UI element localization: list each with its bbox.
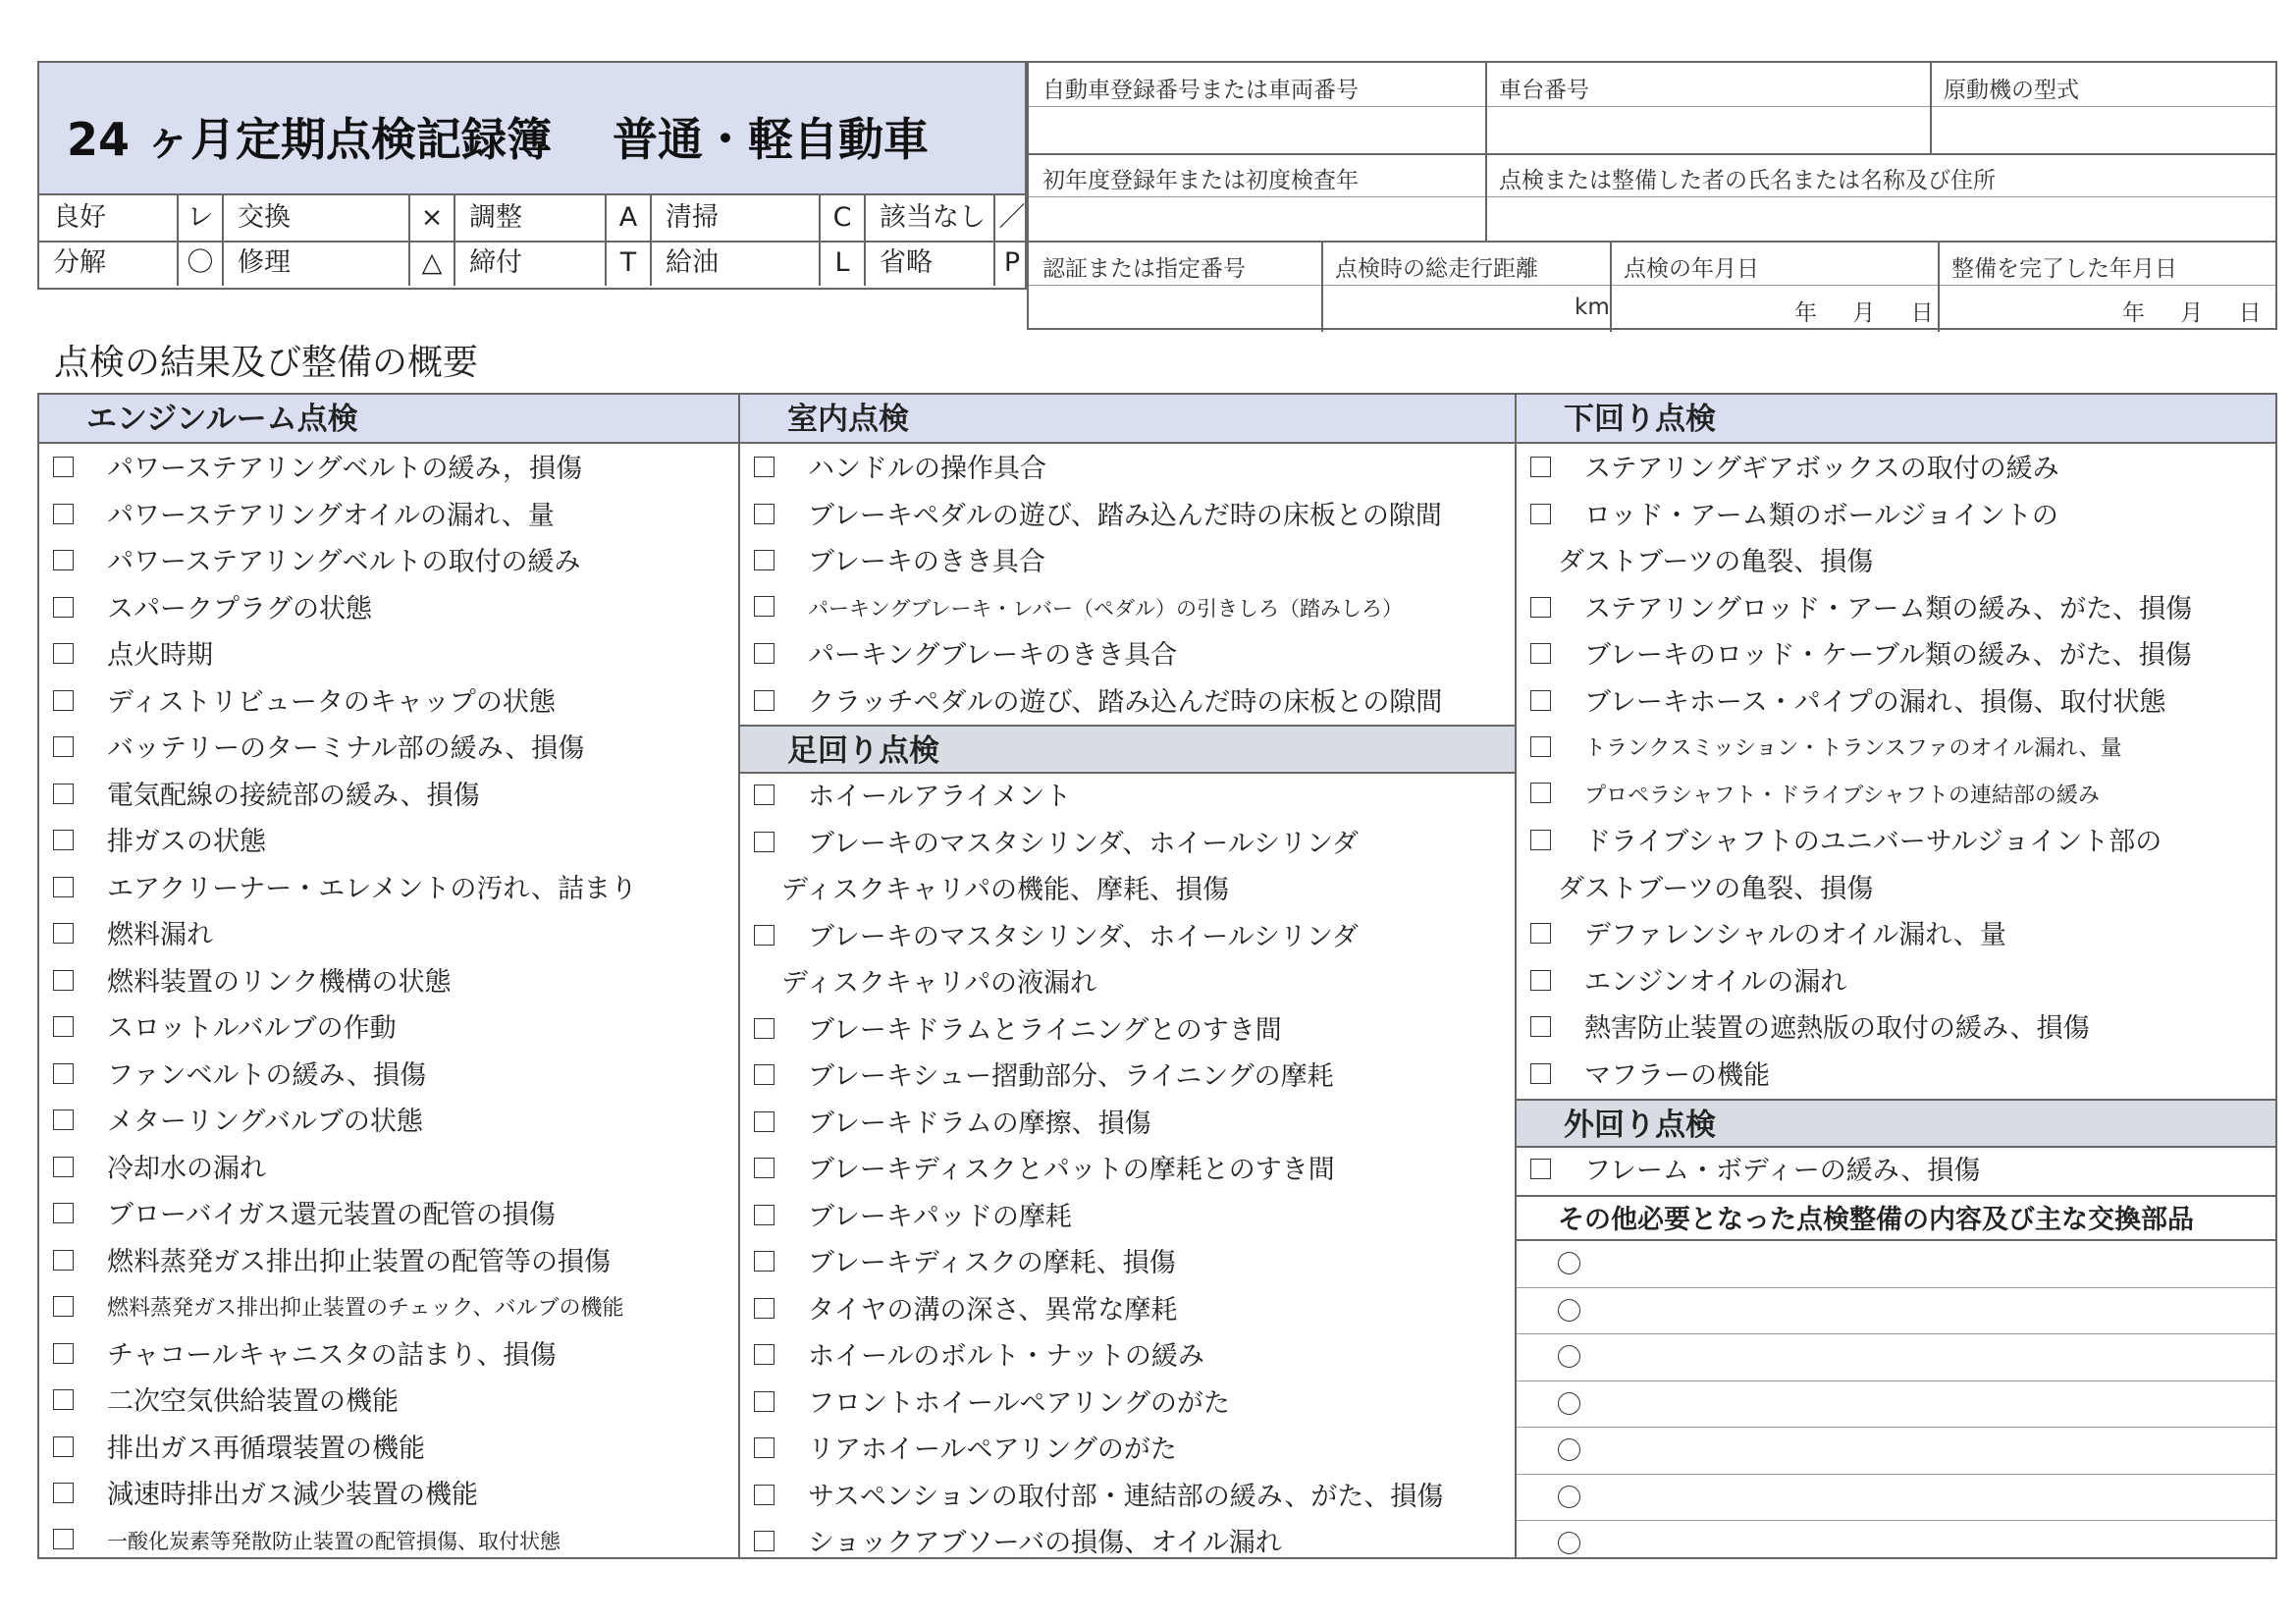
engine-room-heading: エンジンルーム点検 bbox=[39, 395, 738, 444]
checklist-item[interactable] bbox=[39, 1053, 738, 1100]
checklist-item[interactable] bbox=[740, 774, 1515, 821]
item-label: ブレーキパッドの摩耗 bbox=[808, 1201, 1072, 1232]
checklist-item[interactable] bbox=[39, 1332, 738, 1380]
cert-number-label: 認証または指定番号 bbox=[1042, 256, 1246, 282]
item-label: スパークプラグの状態 bbox=[107, 593, 372, 624]
checklist-item[interactable] bbox=[39, 1005, 738, 1053]
other-work-row[interactable] bbox=[1517, 1241, 2275, 1288]
checkbox[interactable] bbox=[1530, 690, 1551, 711]
item-label: バッテリーのターミナル部の緩み、損傷 bbox=[107, 733, 585, 764]
checkbox[interactable] bbox=[1530, 643, 1551, 664]
inspector-label: 点検または整備した者の氏名または名称及び住所 bbox=[1499, 168, 1996, 193]
checklist-item-continuation bbox=[1517, 866, 2275, 913]
legend-label: 良好 bbox=[39, 195, 179, 241]
item-label: タイヤの溝の深さ、異常な摩耗 bbox=[808, 1294, 1178, 1326]
item-label: 燃料漏れ bbox=[107, 920, 213, 950]
checkbox[interactable] bbox=[754, 1111, 774, 1132]
legend-symbol: C bbox=[821, 195, 866, 241]
item-label: サスペンションの取付部・連結部の緩み、がた、損傷 bbox=[808, 1481, 1444, 1512]
title-block bbox=[37, 61, 1027, 195]
checkbox[interactable] bbox=[754, 1018, 774, 1039]
item-label: ブレーキドラムとライニングとのすき間 bbox=[808, 1014, 1282, 1046]
exterior-list bbox=[1517, 1148, 2275, 1195]
checklist-item[interactable] bbox=[39, 446, 738, 493]
other-work-row[interactable] bbox=[1517, 1521, 2275, 1568]
checklist-item[interactable] bbox=[1517, 773, 2275, 820]
checkbox[interactable] bbox=[53, 1063, 74, 1084]
checkbox[interactable] bbox=[53, 457, 74, 477]
checklist-item-continuation bbox=[740, 867, 1515, 914]
checkbox[interactable] bbox=[754, 1251, 774, 1272]
item-label: ブレーキのロッド・ケーブル類の緩み、がた、損傷 bbox=[1584, 640, 2192, 671]
checkbox[interactable] bbox=[53, 1203, 74, 1223]
item-label: ブレーキペダルの遊び、踏み込んだ時の床板との隙間 bbox=[808, 500, 1442, 531]
checklist-item[interactable] bbox=[39, 493, 738, 540]
checkbox[interactable] bbox=[1530, 504, 1551, 524]
engine-room-column bbox=[37, 393, 740, 1559]
checklist-item[interactable] bbox=[740, 493, 1515, 540]
checkbox[interactable] bbox=[53, 1483, 74, 1503]
legend-label: 修理 bbox=[224, 241, 410, 286]
checklist-item-continuation bbox=[740, 960, 1515, 1007]
reg-number-label: 自動車登録番号または車両番号 bbox=[1042, 78, 1359, 103]
item-label: ブレーキディスクの摩耗、損傷 bbox=[808, 1248, 1176, 1278]
item-label: デファレンシャルのオイル漏れ、量 bbox=[1584, 920, 2006, 950]
checklist-item[interactable] bbox=[1517, 493, 2275, 540]
item-label: 電気配線の接続部の緩み、損傷 bbox=[107, 780, 480, 811]
item-label: ブレーキシュー摺動部分、ライニングの摩耗 bbox=[808, 1061, 1334, 1092]
checkbox[interactable] bbox=[53, 736, 74, 757]
item-label: ロッド・アーム類のボールジョイントの bbox=[1584, 500, 2058, 531]
checkbox[interactable] bbox=[53, 1016, 74, 1037]
checkbox[interactable] bbox=[1530, 457, 1551, 477]
checklist-item[interactable] bbox=[1517, 912, 2275, 959]
completion-date-label: 整備を完了した年月日 bbox=[1951, 256, 2177, 282]
item-label: メターリングバルブの状態 bbox=[107, 1107, 423, 1137]
item-label: トランクスミッション・トランスファのオイル漏れ、量 bbox=[1584, 736, 2122, 761]
checklist-item[interactable] bbox=[1517, 819, 2275, 866]
item-label: エンジンオイルの漏れ bbox=[1584, 966, 1847, 998]
item-label: パーキングブレーキのきき具合 bbox=[808, 640, 1178, 671]
item-label: ハンドルの操作具合 bbox=[808, 454, 1046, 484]
checklist-item[interactable] bbox=[740, 1101, 1515, 1148]
item-label: パワーステアリングベルトの緩み，損傷 bbox=[107, 454, 583, 484]
suspension-heading: 足回り点検 bbox=[740, 725, 1515, 774]
legend-table bbox=[37, 195, 1027, 290]
checkbox[interactable] bbox=[53, 877, 74, 897]
checklist-item[interactable] bbox=[740, 1474, 1515, 1521]
legend-symbol: T bbox=[607, 241, 652, 286]
item-label: ドライブシャフトのユニバーサルジョイント部の bbox=[1584, 827, 2163, 857]
checklist-item[interactable] bbox=[39, 912, 738, 959]
checklist-item[interactable] bbox=[740, 632, 1515, 679]
section-title: 点検の結果及び整備の概要 bbox=[54, 343, 479, 383]
checkbox[interactable] bbox=[53, 784, 74, 804]
item-label: マフラーの機能 bbox=[1584, 1059, 1770, 1091]
checklist-item[interactable] bbox=[39, 1099, 738, 1146]
item-label: プロペラシャフト・ドライブシャフトの連結部の緩み bbox=[1584, 783, 2100, 808]
legend-label: 該当なし bbox=[866, 195, 995, 241]
checklist-item[interactable] bbox=[740, 1147, 1515, 1194]
legend-row-2 bbox=[39, 241, 1025, 286]
item-label: 熱害防止装置の遮熱版の取付の緩み、損傷 bbox=[1584, 1013, 2090, 1044]
legend-symbol: A bbox=[607, 195, 652, 241]
checkbox[interactable] bbox=[1530, 1063, 1551, 1084]
checklist-item[interactable] bbox=[740, 1520, 1515, 1567]
item-label: リアホイールペアリングのがた bbox=[808, 1435, 1177, 1465]
circle-bullet-icon bbox=[1558, 1438, 1580, 1461]
completion-date-value: 年 月 日 bbox=[2122, 300, 2262, 326]
item-label: ディスクキャリパの機能、摩耗、損傷 bbox=[781, 875, 1230, 905]
item-label: 一酸化炭素等発散防止装置の配管損傷、取付状態 bbox=[107, 1529, 561, 1553]
other-work-row[interactable] bbox=[1517, 1288, 2275, 1335]
checkbox[interactable] bbox=[53, 1436, 74, 1457]
checklist-item[interactable] bbox=[39, 1192, 738, 1239]
checklist-item[interactable] bbox=[39, 1146, 738, 1193]
checklist-item[interactable] bbox=[740, 1380, 1515, 1428]
legend-symbol: × bbox=[410, 195, 455, 241]
checklist-item[interactable] bbox=[39, 679, 738, 727]
checklist-item[interactable] bbox=[740, 1194, 1515, 1241]
checklist-item[interactable] bbox=[740, 1240, 1515, 1287]
legend-symbol: ／ bbox=[998, 202, 1026, 233]
checkbox[interactable] bbox=[1530, 923, 1551, 944]
item-label: ブローバイガス還元装置の配管の損傷 bbox=[107, 1200, 556, 1230]
checkbox[interactable] bbox=[754, 925, 774, 946]
checklist-item[interactable] bbox=[39, 726, 738, 773]
checkbox[interactable] bbox=[754, 1205, 774, 1225]
inspection-date-value: 年 月 日 bbox=[1794, 300, 1934, 326]
checkbox[interactable] bbox=[53, 1529, 74, 1549]
checkbox[interactable] bbox=[53, 1389, 74, 1410]
checkbox[interactable] bbox=[754, 1064, 774, 1085]
exterior-heading: 外回り点検 bbox=[1517, 1099, 2275, 1148]
checklist-item[interactable] bbox=[740, 586, 1515, 633]
checklist-item[interactable] bbox=[740, 821, 1515, 868]
checkbox[interactable] bbox=[754, 690, 774, 711]
checklist-item[interactable] bbox=[1517, 959, 2275, 1006]
item-label: ブレーキディスクとパットの摩耗とのすき間 bbox=[808, 1155, 1335, 1185]
checkbox[interactable] bbox=[53, 970, 74, 991]
checklist-item[interactable] bbox=[740, 539, 1515, 586]
checkbox[interactable] bbox=[754, 1391, 774, 1412]
item-label: ブレーキのきき具合 bbox=[808, 547, 1045, 577]
checklist-item[interactable] bbox=[740, 1427, 1515, 1474]
underbody-heading: 下回り点検 bbox=[1517, 395, 2275, 444]
checklist-item[interactable] bbox=[740, 1287, 1515, 1334]
checkbox[interactable] bbox=[754, 1485, 774, 1505]
checkbox[interactable] bbox=[53, 597, 74, 618]
checkbox[interactable] bbox=[53, 504, 74, 524]
checklist-item[interactable] bbox=[39, 819, 738, 866]
checkbox[interactable] bbox=[53, 550, 74, 570]
checkbox[interactable] bbox=[1530, 830, 1551, 850]
first-registration-label: 初年度登録年または初度検査年 bbox=[1042, 168, 1359, 193]
item-label: ディストリビュータのキャップの状態 bbox=[107, 686, 556, 718]
mileage-label: 点検時の総走行距離 bbox=[1335, 256, 1538, 282]
checklist-item[interactable] bbox=[39, 773, 738, 820]
checklist-item[interactable] bbox=[39, 1379, 738, 1426]
item-label: ブレーキのマスタシリンダ、ホイールシリンダ bbox=[808, 828, 1359, 859]
legend-label: 調整 bbox=[455, 195, 607, 241]
checkbox[interactable] bbox=[53, 690, 74, 711]
checklist-item[interactable] bbox=[1517, 726, 2275, 773]
checkbox[interactable] bbox=[754, 457, 774, 477]
other-work-row[interactable] bbox=[1517, 1428, 2275, 1475]
legend-symbol: △ bbox=[410, 241, 455, 286]
item-label: ステアリングロッド・アーム類の緩み、がた、損傷 bbox=[1584, 593, 2193, 624]
item-label: スロットルバルブの作動 bbox=[107, 1013, 397, 1044]
checklist-item[interactable] bbox=[1517, 1148, 2275, 1195]
checkbox[interactable] bbox=[754, 1158, 774, 1178]
checklist-item[interactable] bbox=[39, 539, 738, 586]
legend-label: 給油 bbox=[652, 241, 821, 286]
checkbox[interactable] bbox=[754, 504, 774, 524]
checklist-item[interactable] bbox=[1517, 632, 2275, 679]
item-label: フレーム・ボディーの緩み、損傷 bbox=[1584, 1156, 1981, 1186]
checklist-item[interactable] bbox=[1517, 1005, 2275, 1053]
checklist-item[interactable] bbox=[39, 1426, 738, 1473]
checklist-item[interactable] bbox=[39, 632, 738, 679]
checkbox[interactable] bbox=[1530, 1016, 1551, 1037]
item-label: 減速時排出ガス減少装置の機能 bbox=[107, 1480, 478, 1510]
checkbox[interactable] bbox=[53, 830, 74, 850]
legend-label: 清掃 bbox=[652, 195, 821, 241]
item-label: ホイールアライメント bbox=[808, 782, 1072, 812]
circle-bullet-icon bbox=[1558, 1299, 1580, 1322]
checkbox[interactable] bbox=[754, 1344, 774, 1365]
legend-symbol: レ bbox=[179, 195, 224, 241]
checklist-item[interactable] bbox=[740, 1054, 1515, 1101]
item-label: ディスクキャリパの液漏れ bbox=[781, 968, 1097, 999]
checklist-item[interactable] bbox=[39, 1472, 738, 1519]
item-label: ホイールのボルト・ナットの緩み bbox=[808, 1341, 1204, 1372]
legend-row-1 bbox=[39, 195, 1025, 243]
other-work-row[interactable] bbox=[1517, 1381, 2275, 1429]
circle-bullet-icon bbox=[1558, 1252, 1580, 1274]
engine-model-label: 原動機の型式 bbox=[1944, 78, 2079, 103]
page-title: 24 ヶ月定期点検記録簿 普通・軽自動車 bbox=[67, 113, 930, 166]
vehicle-info-grid bbox=[1027, 61, 2277, 330]
item-label: 排ガスの状態 bbox=[107, 827, 266, 857]
circle-bullet-icon bbox=[1558, 1392, 1580, 1415]
circle-bullet-icon bbox=[1558, 1532, 1580, 1554]
item-label: 排出ガス再循環装置の機能 bbox=[107, 1433, 425, 1464]
item-label: ファンベルトの緩み、損傷 bbox=[107, 1059, 427, 1091]
item-label: 二次空気供給装置の機能 bbox=[107, 1386, 399, 1417]
item-label: クラッチペダルの遊び、踏み込んだ時の床板との隙間 bbox=[808, 686, 1443, 718]
underbody-column bbox=[1515, 393, 2277, 1559]
checkbox[interactable] bbox=[53, 643, 74, 664]
chassis-number-label: 車台番号 bbox=[1499, 78, 1589, 103]
checklist-item[interactable] bbox=[39, 586, 738, 633]
item-label: 燃料装置のリンク機構の状態 bbox=[107, 966, 452, 998]
legend-label: 分解 bbox=[39, 241, 179, 286]
interior-list bbox=[740, 446, 1515, 726]
item-label: ブレーキのマスタシリンダ、ホイールシリンダ bbox=[808, 921, 1359, 952]
checkbox[interactable] bbox=[53, 1296, 74, 1317]
checklist-item[interactable] bbox=[39, 1239, 738, 1286]
suspension-list bbox=[740, 774, 1515, 1567]
checkbox[interactable] bbox=[53, 1250, 74, 1271]
checklist-item[interactable] bbox=[1517, 1053, 2275, 1100]
inspection-date-label: 点検の年月日 bbox=[1624, 256, 1759, 282]
item-label: ショックアブソーバの損傷、オイル漏れ bbox=[808, 1528, 1282, 1558]
checklist-item[interactable] bbox=[740, 914, 1515, 961]
checkbox[interactable] bbox=[754, 643, 774, 664]
item-label: パーキングブレーキ・レバー（ペダル）の引きしろ（踏みしろ） bbox=[808, 596, 1404, 621]
item-label: ダストブーツの亀裂、損傷 bbox=[1558, 547, 1874, 577]
checklist-item[interactable] bbox=[1517, 586, 2275, 633]
checkbox[interactable] bbox=[754, 1531, 774, 1551]
checklist-item[interactable] bbox=[740, 679, 1515, 727]
checkbox[interactable] bbox=[754, 1437, 774, 1458]
legend-label: 締付 bbox=[455, 241, 607, 286]
item-label: ステアリングギアボックスの取付の緩み bbox=[1584, 454, 2059, 484]
item-label: チャコールキャニスタの詰まり、損傷 bbox=[107, 1339, 557, 1371]
interior-suspension-column bbox=[738, 393, 1517, 1559]
checklist-item-continuation bbox=[1517, 539, 2275, 586]
checklist-item[interactable] bbox=[39, 1519, 738, 1566]
checklist-item[interactable] bbox=[740, 1007, 1515, 1055]
checkbox[interactable] bbox=[53, 1343, 74, 1364]
circle-bullet-icon bbox=[1558, 1345, 1580, 1368]
underbody-list bbox=[1517, 446, 2275, 1099]
checkbox[interactable] bbox=[1530, 970, 1551, 991]
checkbox[interactable] bbox=[1530, 597, 1551, 618]
item-label: ブレーキドラムの摩擦、損傷 bbox=[808, 1108, 1151, 1139]
item-label: ブレーキホース・パイプの漏れ、損傷、取付状態 bbox=[1584, 686, 2166, 718]
checkbox[interactable] bbox=[754, 550, 774, 570]
item-label: ダストブーツの亀裂、損傷 bbox=[1558, 873, 1874, 904]
item-label: 点火時期 bbox=[107, 640, 213, 671]
item-label: 冷却水の漏れ bbox=[107, 1153, 266, 1184]
engine-room-list bbox=[39, 446, 738, 1565]
km-unit: km bbox=[1575, 295, 1610, 320]
legend-symbol: L bbox=[821, 241, 866, 286]
checklist-item[interactable] bbox=[1517, 446, 2275, 493]
legend-label: 省略 bbox=[866, 241, 995, 286]
legend-label: 交換 bbox=[224, 195, 410, 241]
item-label: フロントホイールペアリングのがた bbox=[808, 1387, 1230, 1419]
other-work-row[interactable] bbox=[1517, 1334, 2275, 1381]
checkbox[interactable] bbox=[53, 1110, 74, 1130]
checkbox[interactable] bbox=[754, 785, 774, 805]
checklist-item[interactable] bbox=[740, 1333, 1515, 1380]
checklist-item[interactable] bbox=[39, 959, 738, 1006]
checkbox[interactable] bbox=[53, 1157, 74, 1177]
legend-symbol: 〇 bbox=[179, 241, 224, 286]
other-work-row[interactable] bbox=[1517, 1475, 2275, 1522]
checkbox[interactable] bbox=[53, 923, 74, 944]
checkbox[interactable] bbox=[754, 832, 774, 852]
checklist-item[interactable] bbox=[740, 446, 1515, 493]
legend-symbol: P bbox=[1003, 247, 1021, 278]
checkbox[interactable] bbox=[754, 596, 774, 617]
item-label: 燃料蒸発ガス排出抑止装置のチェック、バルブの機能 bbox=[107, 1296, 624, 1321]
item-label: パワーステアリングオイルの漏れ、量 bbox=[107, 500, 555, 531]
interior-heading: 室内点検 bbox=[740, 395, 1515, 444]
circle-bullet-icon bbox=[1558, 1486, 1580, 1508]
item-label: エアクリーナー・エレメントの汚れ、詰まり bbox=[107, 873, 637, 904]
checklist-item[interactable] bbox=[39, 1285, 738, 1332]
checkbox[interactable] bbox=[1530, 736, 1551, 757]
item-label: 燃料蒸発ガス排出抑止装置の配管等の損傷 bbox=[107, 1246, 611, 1277]
checkbox[interactable] bbox=[1530, 783, 1551, 803]
checkbox[interactable] bbox=[1530, 1159, 1551, 1179]
item-label: パワーステアリングベルトの取付の緩み bbox=[107, 547, 581, 577]
other-work-heading: その他必要となった点検整備の内容及び主な交換部品 bbox=[1517, 1195, 2275, 1241]
checkbox[interactable] bbox=[754, 1298, 774, 1319]
checklist-item[interactable] bbox=[1517, 679, 2275, 727]
checklist-item[interactable] bbox=[39, 866, 738, 913]
